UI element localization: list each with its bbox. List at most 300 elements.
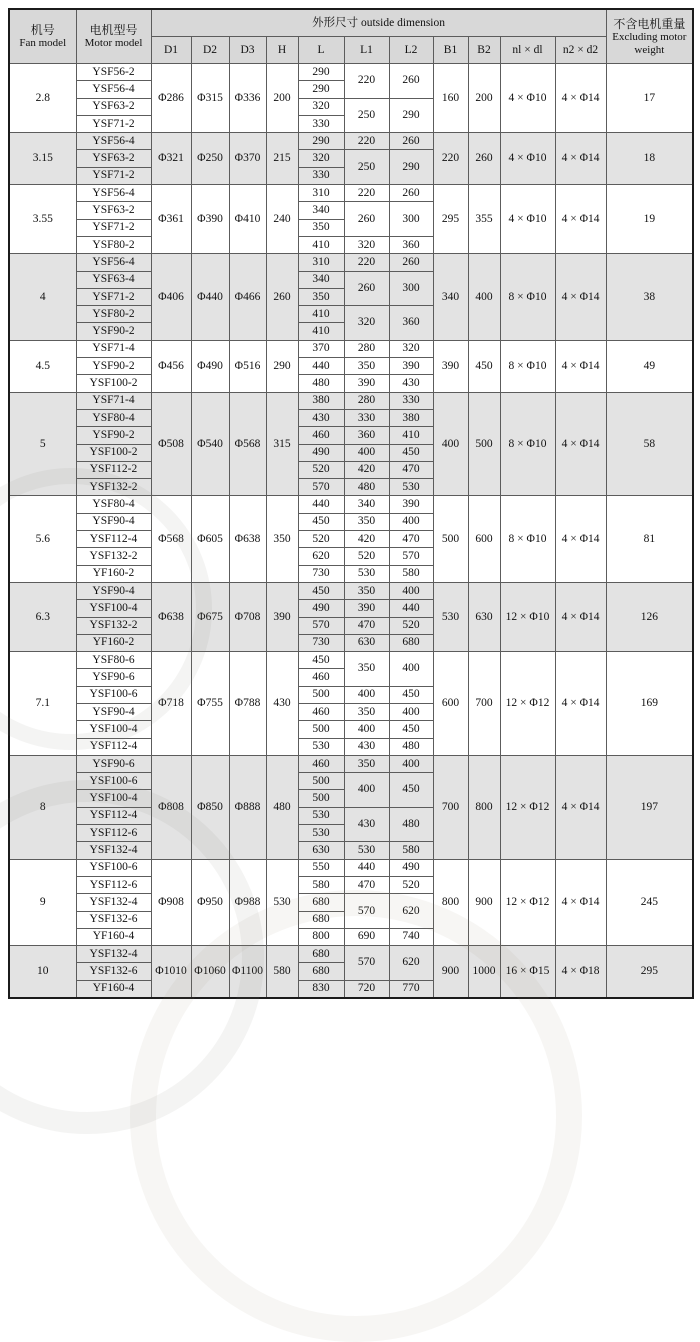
cell-l: 490 (298, 600, 344, 617)
cell-l: 570 (298, 617, 344, 634)
cell-weight: 58 (606, 392, 693, 496)
cell-l1: 390 (344, 375, 389, 392)
cell-n1d1: 4 × Φ10 (500, 185, 555, 254)
cell-weight: 197 (606, 755, 693, 859)
header-l: L (298, 37, 344, 64)
cell-l: 430 (298, 409, 344, 426)
cell-h: 290 (266, 340, 298, 392)
cell-motor-model: YSF112-4 (76, 807, 151, 824)
cell-d3: Φ568 (229, 392, 266, 496)
cell-fan-model: 5.6 (9, 496, 76, 582)
cell-d1: Φ456 (151, 340, 191, 392)
cell-motor-model: YSF90-4 (76, 513, 151, 530)
cell-b1: 390 (433, 340, 468, 392)
cell-l: 500 (298, 773, 344, 790)
cell-l: 370 (298, 340, 344, 357)
table-row (9, 64, 693, 81)
cell-b2: 500 (468, 392, 500, 496)
cell-b1: 220 (433, 133, 468, 185)
cell-h: 240 (266, 185, 298, 254)
cell-fan-model: 2.8 (9, 64, 76, 133)
cell-l: 730 (298, 634, 344, 651)
cell-l2: 620 (389, 946, 433, 981)
cell-motor-model: YSF132-4 (76, 946, 151, 963)
cell-d1: Φ1010 (151, 946, 191, 998)
cell-l: 520 (298, 461, 344, 478)
cell-d3: Φ516 (229, 340, 266, 392)
cell-l: 320 (298, 98, 344, 115)
cell-weight: 126 (606, 582, 693, 651)
cell-l1: 400 (344, 444, 389, 461)
cell-d2: Φ850 (191, 755, 229, 859)
header-n1d1: nl × dl (500, 37, 555, 64)
cell-l1: 420 (344, 461, 389, 478)
cell-d2: Φ540 (191, 392, 229, 496)
cell-l: 460 (298, 755, 344, 772)
cell-motor-model: YSF63-2 (76, 150, 151, 167)
cell-d1: Φ718 (151, 652, 191, 756)
cell-l: 350 (298, 288, 344, 305)
cell-n2d2: 4 × Φ14 (555, 64, 606, 133)
cell-h: 480 (266, 755, 298, 859)
cell-l2: 290 (389, 150, 433, 185)
cell-l2: 400 (389, 582, 433, 599)
cell-l2: 440 (389, 600, 433, 617)
header-motor-model (76, 9, 151, 64)
cell-motor-model: YF160-2 (76, 634, 151, 651)
cell-l1: 340 (344, 496, 389, 513)
cell-l2: 580 (389, 565, 433, 582)
cell-b2: 700 (468, 652, 500, 756)
cell-l: 380 (298, 392, 344, 409)
cell-l2: 450 (389, 686, 433, 703)
cell-l1: 400 (344, 773, 389, 808)
cell-d2: Φ1060 (191, 946, 229, 998)
cell-l: 340 (298, 271, 344, 288)
cell-l: 450 (298, 582, 344, 599)
cell-n1d1: 8 × Φ10 (500, 340, 555, 392)
cell-motor-model: YSF71-4 (76, 392, 151, 409)
cell-l2: 490 (389, 859, 433, 876)
cell-weight: 81 (606, 496, 693, 582)
cell-l2: 390 (389, 358, 433, 375)
cell-d2: Φ755 (191, 652, 229, 756)
cell-motor-model: YSF132-6 (76, 963, 151, 980)
cell-l: 480 (298, 375, 344, 392)
cell-motor-model: YSF90-6 (76, 755, 151, 772)
cell-l: 570 (298, 479, 344, 496)
cell-d1: Φ406 (151, 254, 191, 340)
cell-n2d2: 4 × Φ14 (555, 185, 606, 254)
header-l1: L1 (344, 37, 389, 64)
cell-n2d2: 4 × Φ14 (555, 496, 606, 582)
cell-l1: 420 (344, 531, 389, 548)
cell-l: 290 (298, 81, 344, 98)
header-b2: B2 (468, 37, 500, 64)
cell-fan-model: 4 (9, 254, 76, 340)
cell-l: 490 (298, 444, 344, 461)
cell-d1: Φ361 (151, 185, 191, 254)
cell-motor-model: YSF100-6 (76, 859, 151, 876)
cell-l1: 530 (344, 842, 389, 859)
cell-motor-model: YSF132-6 (76, 911, 151, 928)
cell-l1: 320 (344, 306, 389, 341)
cell-b1: 500 (433, 496, 468, 582)
cell-d2: Φ490 (191, 340, 229, 392)
cell-l2: 400 (389, 755, 433, 772)
cell-l1: 430 (344, 807, 389, 842)
cell-b2: 600 (468, 496, 500, 582)
header-fan-model-en: Fan model (19, 37, 67, 49)
cell-l2: 470 (389, 531, 433, 548)
cell-l: 730 (298, 565, 344, 582)
cell-n1d1: 4 × Φ10 (500, 133, 555, 185)
cell-motor-model: YSF63-2 (76, 98, 151, 115)
table-row (9, 652, 693, 669)
cell-l2: 400 (389, 703, 433, 720)
cell-h: 260 (266, 254, 298, 340)
cell-b1: 340 (433, 254, 468, 340)
cell-l2: 520 (389, 617, 433, 634)
cell-motor-model: YSF132-2 (76, 617, 151, 634)
cell-l: 580 (298, 876, 344, 893)
cell-motor-model: YSF132-2 (76, 479, 151, 496)
cell-motor-model: YSF71-2 (76, 219, 151, 236)
cell-n2d2: 4 × Φ14 (555, 340, 606, 392)
cell-l1: 480 (344, 479, 389, 496)
cell-l: 340 (298, 202, 344, 219)
cell-b2: 900 (468, 859, 500, 945)
cell-d2: Φ675 (191, 582, 229, 651)
cell-d3: Φ410 (229, 185, 266, 254)
cell-l2: 580 (389, 842, 433, 859)
cell-motor-model: YSF100-6 (76, 773, 151, 790)
cell-l1: 400 (344, 721, 389, 738)
cell-motor-model: YSF90-2 (76, 323, 151, 340)
cell-n1d1: 8 × Φ10 (500, 392, 555, 496)
cell-d3: Φ708 (229, 582, 266, 651)
cell-l: 290 (298, 133, 344, 150)
cell-l2: 260 (389, 185, 433, 202)
cell-l1: 250 (344, 98, 389, 133)
cell-l1: 390 (344, 600, 389, 617)
cell-n1d1: 16 × Φ15 (500, 946, 555, 998)
cell-d2: Φ315 (191, 64, 229, 133)
cell-l2: 300 (389, 202, 433, 237)
cell-l2: 520 (389, 876, 433, 893)
cell-fan-model: 4.5 (9, 340, 76, 392)
cell-motor-model: YSF56-2 (76, 64, 151, 81)
cell-fan-model: 6.3 (9, 582, 76, 651)
cell-l: 550 (298, 859, 344, 876)
cell-n2d2: 4 × Φ14 (555, 133, 606, 185)
cell-l1: 280 (344, 392, 389, 409)
cell-l2: 410 (389, 427, 433, 444)
cell-b1: 900 (433, 946, 468, 998)
header-fan-model (9, 9, 76, 64)
cell-l: 500 (298, 686, 344, 703)
cell-l1: 260 (344, 202, 389, 237)
cell-d3: Φ788 (229, 652, 266, 756)
cell-l: 310 (298, 254, 344, 271)
spec-sheet-page (8, 8, 694, 999)
cell-l2: 450 (389, 444, 433, 461)
cell-l: 530 (298, 738, 344, 755)
table-row (9, 392, 693, 409)
cell-n1d1: 12 × Φ12 (500, 652, 555, 756)
cell-d3: Φ888 (229, 755, 266, 859)
table-row (9, 946, 693, 963)
cell-l2: 260 (389, 254, 433, 271)
cell-l1: 630 (344, 634, 389, 651)
cell-l: 680 (298, 946, 344, 963)
cell-b2: 400 (468, 254, 500, 340)
cell-d1: Φ908 (151, 859, 191, 945)
table-row (9, 254, 693, 271)
cell-d2: Φ440 (191, 254, 229, 340)
cell-l: 410 (298, 323, 344, 340)
cell-n2d2: 4 × Φ14 (555, 755, 606, 859)
cell-h: 390 (266, 582, 298, 651)
cell-motor-model: YSF80-6 (76, 652, 151, 669)
table-row (9, 582, 693, 599)
cell-motor-model: YSF56-4 (76, 185, 151, 202)
cell-l: 680 (298, 894, 344, 911)
cell-l1: 220 (344, 185, 389, 202)
cell-l1: 350 (344, 582, 389, 599)
cell-d3: Φ466 (229, 254, 266, 340)
cell-d1: Φ638 (151, 582, 191, 651)
cell-l: 520 (298, 531, 344, 548)
cell-l1: 400 (344, 686, 389, 703)
spec-table (8, 8, 694, 999)
cell-motor-model: YSF56-4 (76, 254, 151, 271)
cell-l1: 350 (344, 755, 389, 772)
table-row (9, 133, 693, 150)
cell-l2: 390 (389, 496, 433, 513)
table-row (9, 859, 693, 876)
cell-l1: 360 (344, 427, 389, 444)
cell-d1: Φ508 (151, 392, 191, 496)
cell-l: 410 (298, 306, 344, 323)
cell-l1: 350 (344, 703, 389, 720)
cell-motor-model: YSF112-4 (76, 531, 151, 548)
cell-l2: 400 (389, 652, 433, 687)
cell-weight: 38 (606, 254, 693, 340)
cell-motor-model: YSF100-4 (76, 790, 151, 807)
cell-l2: 570 (389, 548, 433, 565)
cell-l1: 260 (344, 271, 389, 306)
cell-n2d2: 4 × Φ14 (555, 652, 606, 756)
cell-motor-model: YSF90-2 (76, 358, 151, 375)
cell-motor-model: YSF56-4 (76, 81, 151, 98)
cell-l: 620 (298, 548, 344, 565)
cell-d1: Φ321 (151, 133, 191, 185)
cell-l1: 430 (344, 738, 389, 755)
cell-n2d2: 4 × Φ14 (555, 582, 606, 651)
cell-motor-model: YSF90-4 (76, 582, 151, 599)
cell-motor-model: YSF71-2 (76, 115, 151, 132)
cell-l1: 470 (344, 617, 389, 634)
header-b1: B1 (433, 37, 468, 64)
cell-l2: 740 (389, 928, 433, 945)
cell-motor-model: YSF132-2 (76, 548, 151, 565)
cell-l1: 350 (344, 513, 389, 530)
cell-fan-model: 9 (9, 859, 76, 945)
header-d3: D3 (229, 37, 266, 64)
cell-l2: 480 (389, 807, 433, 842)
cell-l1: 530 (344, 565, 389, 582)
cell-l2: 290 (389, 98, 433, 133)
cell-motor-model: YSF132-4 (76, 842, 151, 859)
cell-l: 530 (298, 807, 344, 824)
cell-motor-model: YSF71-4 (76, 340, 151, 357)
cell-motor-model: YF160-4 (76, 980, 151, 998)
cell-motor-model: YSF71-2 (76, 288, 151, 305)
header-d2: D2 (191, 37, 229, 64)
header-motor-model-zh: 电机型号 (89, 23, 138, 37)
cell-h: 580 (266, 946, 298, 998)
cell-weight: 19 (606, 185, 693, 254)
cell-d3: Φ988 (229, 859, 266, 945)
cell-h: 350 (266, 496, 298, 582)
cell-b2: 800 (468, 755, 500, 859)
cell-motor-model: YSF132-4 (76, 894, 151, 911)
cell-motor-model: YSF80-2 (76, 236, 151, 253)
header-n2d2: n2 × d2 (555, 37, 606, 64)
cell-b1: 530 (433, 582, 468, 651)
cell-d3: Φ638 (229, 496, 266, 582)
cell-l: 460 (298, 669, 344, 686)
cell-l: 350 (298, 219, 344, 236)
cell-l1: 320 (344, 236, 389, 253)
cell-l: 290 (298, 64, 344, 81)
cell-motor-model: YSF100-2 (76, 375, 151, 392)
cell-l1: 220 (344, 254, 389, 271)
cell-l2: 620 (389, 894, 433, 929)
cell-b2: 450 (468, 340, 500, 392)
cell-fan-model: 7.1 (9, 652, 76, 756)
cell-l1: 570 (344, 894, 389, 929)
cell-l1: 690 (344, 928, 389, 945)
cell-weight: 49 (606, 340, 693, 392)
cell-motor-model: YSF90-2 (76, 427, 151, 444)
cell-l: 450 (298, 513, 344, 530)
cell-l2: 260 (389, 64, 433, 99)
cell-l: 460 (298, 427, 344, 444)
cell-motor-model: YSF80-4 (76, 496, 151, 513)
table-row (9, 340, 693, 357)
cell-motor-model: YF160-4 (76, 928, 151, 945)
cell-fan-model: 8 (9, 755, 76, 859)
cell-l2: 770 (389, 980, 433, 998)
cell-l: 410 (298, 236, 344, 253)
header-weight (606, 9, 693, 64)
cell-d1: Φ568 (151, 496, 191, 582)
cell-l2: 680 (389, 634, 433, 651)
cell-l2: 300 (389, 271, 433, 306)
cell-motor-model: YSF90-4 (76, 703, 151, 720)
cell-b2: 260 (468, 133, 500, 185)
cell-d1: Φ286 (151, 64, 191, 133)
cell-l2: 320 (389, 340, 433, 357)
cell-motor-model: YSF80-4 (76, 409, 151, 426)
cell-l2: 400 (389, 513, 433, 530)
cell-weight: 245 (606, 859, 693, 945)
cell-d3: Φ370 (229, 133, 266, 185)
cell-d3: Φ336 (229, 64, 266, 133)
cell-d2: Φ605 (191, 496, 229, 582)
cell-l: 500 (298, 790, 344, 807)
header-weight-en2: weight (634, 43, 665, 56)
cell-l: 330 (298, 115, 344, 132)
header-d1: D1 (151, 37, 191, 64)
cell-h: 530 (266, 859, 298, 945)
cell-motor-model: YSF112-4 (76, 738, 151, 755)
cell-fan-model: 3.15 (9, 133, 76, 185)
cell-l: 830 (298, 980, 344, 998)
cell-l2: 480 (389, 738, 433, 755)
cell-b1: 160 (433, 64, 468, 133)
cell-d2: Φ390 (191, 185, 229, 254)
cell-h: 315 (266, 392, 298, 496)
header-motor-model-en: Motor model (84, 37, 143, 49)
cell-n1d1: 8 × Φ10 (500, 496, 555, 582)
cell-fan-model: 5 (9, 392, 76, 496)
cell-l2: 450 (389, 773, 433, 808)
cell-l2: 380 (389, 409, 433, 426)
cell-l: 680 (298, 963, 344, 980)
cell-b1: 295 (433, 185, 468, 254)
cell-l1: 520 (344, 548, 389, 565)
cell-d2: Φ950 (191, 859, 229, 945)
cell-motor-model: YSF112-6 (76, 825, 151, 842)
cell-motor-model: YSF71-2 (76, 167, 151, 184)
cell-motor-model: YSF100-6 (76, 686, 151, 703)
cell-l: 530 (298, 825, 344, 842)
table-row (9, 755, 693, 772)
cell-b1: 400 (433, 392, 468, 496)
cell-n1d1: 4 × Φ10 (500, 64, 555, 133)
cell-n1d1: 12 × Φ10 (500, 582, 555, 651)
cell-n2d2: 4 × Φ18 (555, 946, 606, 998)
cell-l: 450 (298, 652, 344, 669)
cell-motor-model: YSF112-6 (76, 876, 151, 893)
cell-motor-model: YSF100-4 (76, 600, 151, 617)
cell-weight: 17 (606, 64, 693, 133)
cell-n1d1: 8 × Φ10 (500, 254, 555, 340)
cell-motor-model: YSF63-4 (76, 271, 151, 288)
cell-n1d1: 12 × Φ12 (500, 859, 555, 945)
cell-l: 310 (298, 185, 344, 202)
cell-l2: 260 (389, 133, 433, 150)
cell-h: 215 (266, 133, 298, 185)
cell-motor-model: YSF90-6 (76, 669, 151, 686)
cell-motor-model: YSF80-2 (76, 306, 151, 323)
cell-l1: 570 (344, 946, 389, 981)
table-row (9, 496, 693, 513)
header-weight-en1: Excluding motor (612, 30, 687, 43)
cell-b2: 630 (468, 582, 500, 651)
cell-l2: 530 (389, 479, 433, 496)
cell-l: 800 (298, 928, 344, 945)
cell-b1: 700 (433, 755, 468, 859)
cell-l1: 220 (344, 133, 389, 150)
cell-l1: 280 (344, 340, 389, 357)
cell-weight: 295 (606, 946, 693, 998)
cell-l: 320 (298, 150, 344, 167)
header-h: H (266, 37, 298, 64)
